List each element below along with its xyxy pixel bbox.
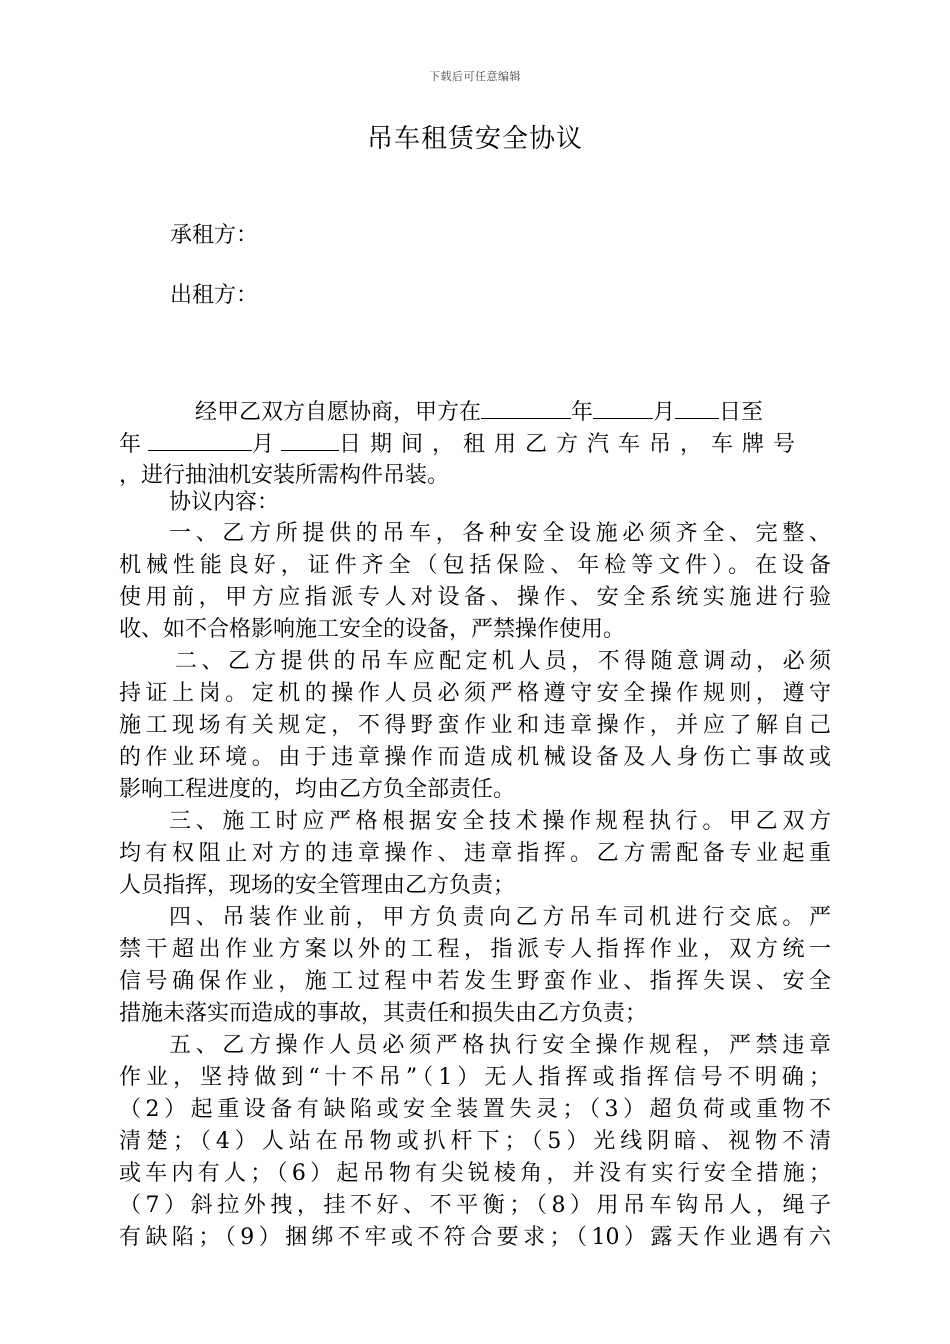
clause-line: 人员指挥，现场的安全管理由乙方负责； xyxy=(119,873,516,898)
clause-line: 信号确保作业，施工过程中若发生野蛮作业、指挥失误、安全 xyxy=(119,969,831,994)
clause-line: 五、乙方操作人员必须严格执行安全操作规程，严禁违章 xyxy=(169,1033,831,1058)
year-blank[interactable] xyxy=(148,428,252,451)
intro-text: 日期间，租用乙方汽车吊，车牌号 xyxy=(339,432,805,457)
clause-line: 清楚；（4）人站在吊物或扒杆下；（5）光线阴暗、视物不清 xyxy=(119,1129,831,1154)
clause-line: 使用前，甲方应指派专人对设备、操作、安全系统实施进行验 xyxy=(119,585,831,610)
intro-text: 月 xyxy=(252,432,275,457)
day-blank[interactable] xyxy=(675,396,719,419)
month-blank[interactable] xyxy=(281,428,339,451)
clause-line: 措施未落实而造成的事故，其责任和损失由乙方负责； xyxy=(119,1001,648,1026)
intro-text: 年 xyxy=(119,432,142,457)
intro-text: 经甲乙双方自愿协商，甲方在 xyxy=(195,400,482,425)
clause-line: 四、吊装作业前，甲方负责向乙方吊车司机进行交底。严 xyxy=(169,905,831,930)
intro-text: 月 xyxy=(653,400,676,425)
clause-line: 收、如不合格影响施工安全的设备，严禁操作使用。 xyxy=(119,617,626,642)
clause-line: （7）斜拉外拽，挂不好、不平衡；（8）用吊车钩吊人，绳子 xyxy=(119,1193,831,1218)
clause-line: 机械性能良好，证件齐全（包括保险、年检等文件）。在设备 xyxy=(119,553,831,578)
section-heading: 协议内容： xyxy=(169,490,280,515)
header-note: 下载后可任意编辑 xyxy=(429,70,521,83)
intro-text: 日至 xyxy=(719,400,764,425)
lessor-label: 出租方： xyxy=(170,283,259,308)
year-blank[interactable] xyxy=(481,396,571,419)
intro-line-1 xyxy=(119,396,831,428)
clause-line: 作业，坚持做到“十不吊”（1）无人指挥或指挥信号不明确； xyxy=(119,1065,831,1090)
clause-line: 的作业环境。由于违章操作而造成机械设备及人身伤亡事故或 xyxy=(119,745,831,770)
clause-line: 或车内有人；（6）起吊物有尖锐棱角，并没有实行安全措施； xyxy=(119,1161,831,1186)
intro-text: 年 xyxy=(571,400,594,425)
clause-line: 影响工程进度的，均由乙方负全部责任。 xyxy=(119,777,516,802)
clause-line: 禁干超出作业方案以外的工程，指派专人指挥作业，双方统一 xyxy=(119,937,831,962)
intro-line-3: ，进行抽油机安装所需构件吊装。 xyxy=(119,463,450,488)
clause-line: 有缺陷；（9）捆绑不牢或不符合要求；（10）露天作业遇有六 xyxy=(119,1225,831,1250)
intro-line-2 xyxy=(119,428,831,460)
document-title: 吊车租赁安全协议 xyxy=(366,124,583,154)
month-blank[interactable] xyxy=(593,396,653,419)
clause-line: 三、施工时应严格根据安全技术操作规程执行。甲乙双方 xyxy=(169,809,831,834)
clause-line: 二、乙方提供的吊车应配定机人员，不得随意调动，必须 xyxy=(175,649,831,674)
lessee-label: 承租方： xyxy=(170,223,259,248)
clause-line: 持证上岗。定机的操作人员必须严格遵守安全操作规则，遵守 xyxy=(119,681,831,706)
clause-line: 均有权阻止对方的违章操作、违章指挥。乙方需配备专业起重 xyxy=(119,841,831,866)
clause-line: （2）起重设备有缺陷或安全装置失灵；（3）超负荷或重物不 xyxy=(119,1097,831,1122)
clause-line: 一、乙方所提供的吊车，各种安全设施必须齐全、完整、 xyxy=(169,521,831,546)
clause-line: 施工现场有关规定，不得野蛮作业和违章操作，并应了解自己 xyxy=(119,713,831,738)
